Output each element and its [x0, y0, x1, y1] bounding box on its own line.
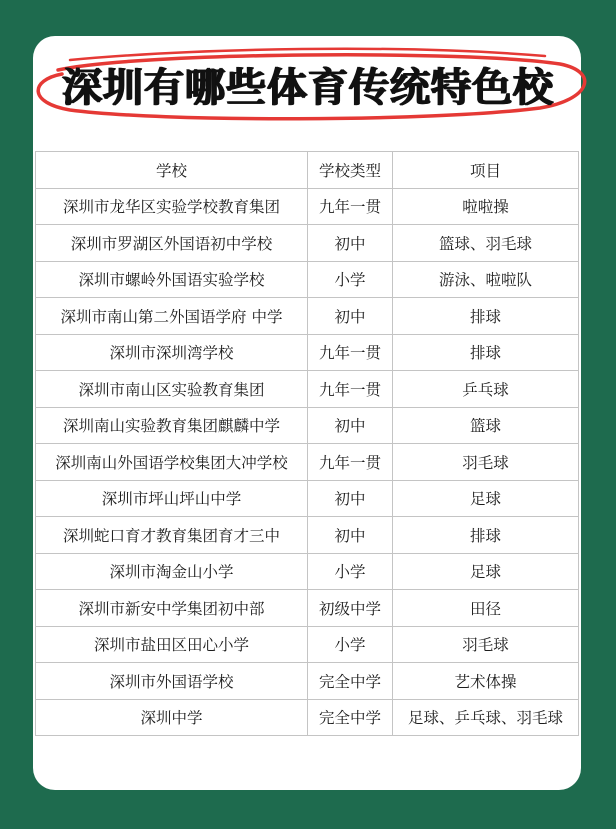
school-cell: 深圳市深圳湾学校 [36, 334, 308, 371]
page-title: 深圳有哪些体育传统特色校 [62, 65, 554, 111]
schools-table [35, 151, 579, 736]
sport-cell: 乒乓球 [393, 371, 579, 408]
table-row [36, 517, 579, 554]
title-area [0, 0, 616, 130]
table-row [36, 699, 579, 736]
school-cell: 深圳市罗湖区外国语初中学校 [36, 225, 308, 262]
type-cell: 小学 [308, 261, 393, 298]
type-cell: 初中 [308, 480, 393, 517]
type-cell: 小学 [308, 553, 393, 590]
sport-cell: 排球 [393, 298, 579, 335]
sport-cell: 篮球、羽毛球 [393, 225, 579, 262]
school-cell: 深圳市南山区实验教育集团 [36, 371, 308, 408]
type-cell: 九年一贯 [308, 334, 393, 371]
type-cell: 完全中学 [308, 663, 393, 700]
table-row [36, 371, 579, 408]
sport-cell: 羽毛球 [393, 626, 579, 663]
school-cell: 深圳蛇口育才教育集团育才三中 [36, 517, 308, 554]
table-row [36, 590, 579, 627]
school-cell: 深圳市龙华区实验学校教育集团 [36, 188, 308, 225]
sport-cell: 排球 [393, 517, 579, 554]
school-cell: 深圳中学 [36, 699, 308, 736]
school-cell: 深圳市新安中学集团初中部 [36, 590, 308, 627]
table-row [36, 444, 579, 481]
table-row [36, 553, 579, 590]
school-cell: 深圳市南山第二外国语学府 中学 [36, 298, 308, 335]
header-sport: 项目 [393, 152, 579, 189]
sport-cell: 羽毛球 [393, 444, 579, 481]
type-cell: 九年一贯 [308, 188, 393, 225]
school-cell: 深圳市盐田区田心小学 [36, 626, 308, 663]
type-cell: 初中 [308, 225, 393, 262]
school-cell: 深圳市坪山坪山中学 [36, 480, 308, 517]
table-row [36, 298, 579, 335]
table-row [36, 188, 579, 225]
header-school: 学校 [36, 152, 308, 189]
type-cell: 九年一贯 [308, 444, 393, 481]
sport-cell: 艺术体操 [393, 663, 579, 700]
type-cell: 九年一贯 [308, 371, 393, 408]
table-header-row [36, 152, 579, 189]
sport-cell: 足球 [393, 553, 579, 590]
type-cell: 初级中学 [308, 590, 393, 627]
sport-cell: 篮球 [393, 407, 579, 444]
sport-cell: 游泳、啦啦队 [393, 261, 579, 298]
school-cell: 深圳南山实验教育集团麒麟中学 [36, 407, 308, 444]
header-type: 学校类型 [308, 152, 393, 189]
table-row [36, 334, 579, 371]
school-cell: 深圳南山外国语学校集团大冲学校 [36, 444, 308, 481]
school-cell: 深圳市淘金山小学 [36, 553, 308, 590]
table-row [36, 261, 579, 298]
type-cell: 完全中学 [308, 699, 393, 736]
type-cell: 初中 [308, 407, 393, 444]
sport-cell: 足球 [393, 480, 579, 517]
school-cell: 深圳市螺岭外国语实验学校 [36, 261, 308, 298]
table-row [36, 480, 579, 517]
type-cell: 小学 [308, 626, 393, 663]
table-row [36, 663, 579, 700]
sport-cell: 排球 [393, 334, 579, 371]
sport-cell: 田径 [393, 590, 579, 627]
table-row [36, 626, 579, 663]
type-cell: 初中 [308, 517, 393, 554]
school-cell: 深圳市外国语学校 [36, 663, 308, 700]
sport-cell: 啦啦操 [393, 188, 579, 225]
table-row [36, 407, 579, 444]
table-row [36, 225, 579, 262]
sport-cell: 足球、乒乓球、羽毛球 [393, 699, 579, 736]
type-cell: 初中 [308, 298, 393, 335]
